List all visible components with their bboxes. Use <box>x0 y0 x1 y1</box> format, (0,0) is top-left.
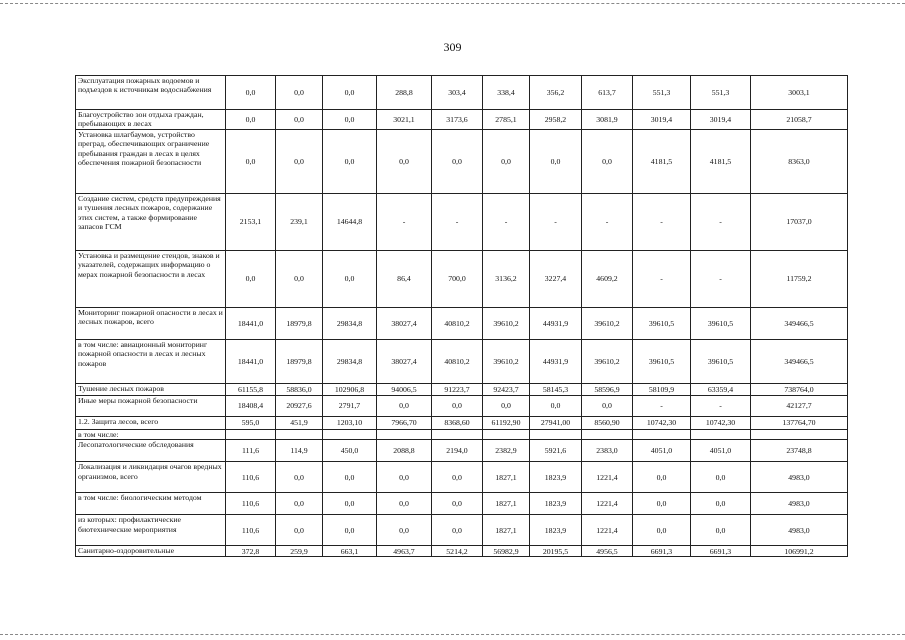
table-cell: 21058,7 <box>751 110 848 130</box>
table-cell: 3081,9 <box>582 110 633 130</box>
table-cell: 4983,0 <box>751 493 848 515</box>
table-row <box>76 76 848 110</box>
table-cell: 1221,4 <box>582 462 633 493</box>
table-cell: 6691,3 <box>691 546 751 557</box>
table-cell: 288,8 <box>377 76 432 110</box>
table-cell: 110,6 <box>226 515 276 546</box>
table-cell: 20195,5 <box>530 546 582 557</box>
table-cell: 551,3 <box>633 76 691 110</box>
table-cell: 0,0 <box>582 129 633 193</box>
table-cell: 0,0 <box>432 493 483 515</box>
table-cell: 44931,9 <box>530 307 582 339</box>
table-cell: - <box>530 193 582 250</box>
row-label: в том числе: <box>76 429 226 439</box>
table-cell <box>633 429 691 439</box>
table-cell: 20927,6 <box>276 395 323 416</box>
table-cell <box>483 429 530 439</box>
table-cell: 0,0 <box>377 493 432 515</box>
table-cell: - <box>633 193 691 250</box>
table-cell: 39610,5 <box>691 339 751 383</box>
row-label: Создание систем, средств предупреждения и тушения лесных пожаров, содержание этих систем, а также формирование запасов ГСМ <box>76 193 226 250</box>
table-cell <box>432 429 483 439</box>
table-cell: 2382,9 <box>483 440 530 462</box>
table-cell: 110,6 <box>226 462 276 493</box>
table-cell: 63359,4 <box>691 383 751 395</box>
bottom-edge-line <box>0 634 905 635</box>
table-row <box>76 462 848 493</box>
table-cell: 18979,8 <box>276 339 323 383</box>
row-label: Лесопатологические обследования <box>76 440 226 462</box>
table-cell: 2153,1 <box>226 193 276 250</box>
table-cell: 4963,7 <box>377 546 432 557</box>
table-cell: 595,0 <box>226 416 276 429</box>
table-cell: 10742,30 <box>633 416 691 429</box>
table-cell: 0,0 <box>483 129 530 193</box>
table-cell: 18979,8 <box>276 307 323 339</box>
row-label: Установка и размещение стендов, знаков и указателей, содержащих информацию о мерах пожарной безопасности в лесах <box>76 250 226 307</box>
table-cell: 2958,2 <box>530 110 582 130</box>
table-cell: 29834,8 <box>323 339 377 383</box>
row-label: Санитарно-оздоровительные <box>76 546 226 557</box>
table-cell: 58836,0 <box>276 383 323 395</box>
table-cell <box>276 429 323 439</box>
table-cell: 39610,2 <box>582 307 633 339</box>
table-cell: - <box>377 193 432 250</box>
table-cell: 0,0 <box>276 250 323 307</box>
table-cell: 0,0 <box>323 129 377 193</box>
table-cell: 0,0 <box>633 515 691 546</box>
table-row <box>76 515 848 546</box>
table-cell: 3227,4 <box>530 250 582 307</box>
table-cell: 1823,9 <box>530 493 582 515</box>
table-cell: 0,0 <box>276 76 323 110</box>
table-cell: 0,0 <box>691 515 751 546</box>
table-cell: 1203,10 <box>323 416 377 429</box>
table-cell: 39610,2 <box>483 307 530 339</box>
table-cell <box>582 429 633 439</box>
row-label: Локализация и ликвидация очагов вредных организмов, всего <box>76 462 226 493</box>
table-cell: 58109,9 <box>633 383 691 395</box>
table-cell: 18408,4 <box>226 395 276 416</box>
budget-table <box>75 75 848 557</box>
table-cell: 0,0 <box>377 395 432 416</box>
row-label: в том числе: биологическим методом <box>76 493 226 515</box>
table-cell: 2791,7 <box>323 395 377 416</box>
table-cell: 111,6 <box>226 440 276 462</box>
table-cell: 0,0 <box>633 493 691 515</box>
table-cell: 11759,2 <box>751 250 848 307</box>
table-cell: 2194,0 <box>432 440 483 462</box>
table-cell: - <box>633 395 691 416</box>
table-cell: - <box>633 250 691 307</box>
table-cell: 40810,2 <box>432 339 483 383</box>
row-label: Иные меры пожарной безопасности <box>76 395 226 416</box>
table-cell: 0,0 <box>323 76 377 110</box>
table-row <box>76 429 848 439</box>
table-cell: 303,4 <box>432 76 483 110</box>
table-cell <box>323 429 377 439</box>
table-cell: 0,0 <box>276 493 323 515</box>
table-cell: 0,0 <box>323 493 377 515</box>
table-cell: 27941,00 <box>530 416 582 429</box>
table-cell: 1827,1 <box>483 462 530 493</box>
table-cell: 94006,5 <box>377 383 432 395</box>
table-cell: 92423,7 <box>483 383 530 395</box>
table-cell: 39610,5 <box>691 307 751 339</box>
table-cell: 23748,8 <box>751 440 848 462</box>
table-row <box>76 395 848 416</box>
table-cell: 56982,9 <box>483 546 530 557</box>
table-cell: 663,1 <box>323 546 377 557</box>
table-row <box>76 440 848 462</box>
table-cell: 1221,4 <box>582 515 633 546</box>
table-cell: 0,0 <box>323 462 377 493</box>
table-cell: 349466,5 <box>751 339 848 383</box>
table-cell: 4609,2 <box>582 250 633 307</box>
table-cell: 2785,1 <box>483 110 530 130</box>
table-cell: 61192,90 <box>483 416 530 429</box>
table-cell: 372,8 <box>226 546 276 557</box>
table-cell: 1823,9 <box>530 462 582 493</box>
table-cell: - <box>691 193 751 250</box>
table-cell: 42127,7 <box>751 395 848 416</box>
table-cell: 0,0 <box>432 462 483 493</box>
table-cell: 2383,0 <box>582 440 633 462</box>
table-cell: 0,0 <box>226 76 276 110</box>
table-cell: 0,0 <box>691 493 751 515</box>
row-label: 1.2. Защита лесов, всего <box>76 416 226 429</box>
table-cell: 4181,5 <box>633 129 691 193</box>
table-row <box>76 307 848 339</box>
table-cell: 8368,60 <box>432 416 483 429</box>
table-cell: 0,0 <box>276 515 323 546</box>
table-cell: 1827,1 <box>483 515 530 546</box>
table-cell: 102906,8 <box>323 383 377 395</box>
row-label: Установка шлагбаумов, устройство преград, обеспечивающих ограничение пребывания граждан в лесах в целях обеспечения пожарной безопасности <box>76 129 226 193</box>
table-row <box>76 339 848 383</box>
table-cell <box>377 429 432 439</box>
table-cell: 3136,2 <box>483 250 530 307</box>
table-cell <box>691 429 751 439</box>
table-cell: 3019,4 <box>633 110 691 130</box>
table-cell: 738764,0 <box>751 383 848 395</box>
table-cell: 8363,0 <box>751 129 848 193</box>
table-cell: 0,0 <box>323 250 377 307</box>
row-label: Тушение лесных пожаров <box>76 383 226 395</box>
row-label: в том числе: авиационный мониторинг пожарной опасности в лесах и лесных пожаров <box>76 339 226 383</box>
table-cell: 1827,1 <box>483 493 530 515</box>
table-cell: 6691,3 <box>633 546 691 557</box>
table-row <box>76 383 848 395</box>
table-cell: 38027,4 <box>377 339 432 383</box>
table-cell: 0,0 <box>432 129 483 193</box>
table-cell: 114,9 <box>276 440 323 462</box>
table-cell: 7966,70 <box>377 416 432 429</box>
table-cell: 3003,1 <box>751 76 848 110</box>
table-cell: - <box>691 395 751 416</box>
table-cell: 18441,0 <box>226 339 276 383</box>
table-cell: 0,0 <box>483 395 530 416</box>
table-cell: 0,0 <box>226 250 276 307</box>
row-label: Эксплуатация пожарных водоемов и подъездов к источникам водоснабжения <box>76 76 226 110</box>
table-cell: 450,0 <box>323 440 377 462</box>
table-cell: 110,6 <box>226 493 276 515</box>
table-cell: 338,4 <box>483 76 530 110</box>
table-cell: 0,0 <box>530 395 582 416</box>
table-cell: 1823,9 <box>530 515 582 546</box>
table-row <box>76 250 848 307</box>
table-cell: 40810,2 <box>432 307 483 339</box>
row-label: из которых: профилактические биотехнические мероприятия <box>76 515 226 546</box>
table-cell: 0,0 <box>226 110 276 130</box>
table-cell: 0,0 <box>377 129 432 193</box>
table-cell: - <box>432 193 483 250</box>
table-cell: 0,0 <box>377 515 432 546</box>
table-cell: 0,0 <box>432 395 483 416</box>
table-cell: 4181,5 <box>691 129 751 193</box>
table-cell: 5214,2 <box>432 546 483 557</box>
table-row <box>76 493 848 515</box>
table-row <box>76 129 848 193</box>
row-label: Благоустройство зон отдыха граждан, пребывающих в лесах <box>76 110 226 130</box>
row-label: Мониторинг пожарной опасности в лесах и лесных пожаров, всего <box>76 307 226 339</box>
table-cell: 0,0 <box>323 110 377 130</box>
table-cell: - <box>483 193 530 250</box>
table-cell: 613,7 <box>582 76 633 110</box>
table-cell <box>530 429 582 439</box>
table-cell: 4051,0 <box>691 440 751 462</box>
table-cell: 2088,8 <box>377 440 432 462</box>
page-number: 309 <box>443 40 462 54</box>
table-cell: 8560,90 <box>582 416 633 429</box>
table-cell <box>226 429 276 439</box>
table-cell: 0,0 <box>432 515 483 546</box>
table-cell: 0,0 <box>582 395 633 416</box>
table-cell: 356,2 <box>530 76 582 110</box>
table-cell: 14644,8 <box>323 193 377 250</box>
table-cell: 3019,4 <box>691 110 751 130</box>
table-cell: 39610,5 <box>633 307 691 339</box>
table-cell: 0,0 <box>276 110 323 130</box>
table-cell: 4983,0 <box>751 462 848 493</box>
table-cell: 10742,30 <box>691 416 751 429</box>
table-cell: 0,0 <box>377 462 432 493</box>
table-cell: 61155,8 <box>226 383 276 395</box>
table-cell: 551,3 <box>691 76 751 110</box>
table-cell: 39610,2 <box>483 339 530 383</box>
table-cell: 58145,3 <box>530 383 582 395</box>
table-cell: 39610,2 <box>582 339 633 383</box>
table-cell: 0,0 <box>276 462 323 493</box>
table-cell: 700,0 <box>432 250 483 307</box>
table-row <box>76 546 848 557</box>
table-cell: 0,0 <box>633 462 691 493</box>
table-cell <box>751 429 848 439</box>
table-cell: 29834,8 <box>323 307 377 339</box>
table-cell: 106991,2 <box>751 546 848 557</box>
table-cell: 44931,9 <box>530 339 582 383</box>
table-cell: 18441,0 <box>226 307 276 339</box>
top-edge-line <box>0 3 905 4</box>
table-cell: 4051,0 <box>633 440 691 462</box>
table-cell: 3021,1 <box>377 110 432 130</box>
table-cell: - <box>691 250 751 307</box>
table-cell: 137764,70 <box>751 416 848 429</box>
table-cell: 38027,4 <box>377 307 432 339</box>
table-cell: - <box>582 193 633 250</box>
table-cell: 0,0 <box>276 129 323 193</box>
table-cell: 1221,4 <box>582 493 633 515</box>
table-cell: 58596,9 <box>582 383 633 395</box>
table-cell: 91223,7 <box>432 383 483 395</box>
table-cell: 259,9 <box>276 546 323 557</box>
table-cell: 4983,0 <box>751 515 848 546</box>
table-cell: 86,4 <box>377 250 432 307</box>
table-row <box>76 416 848 429</box>
table-cell: 5921,6 <box>530 440 582 462</box>
table-cell: 349466,5 <box>751 307 848 339</box>
table-cell: 0,0 <box>226 129 276 193</box>
table-cell: 4956,5 <box>582 546 633 557</box>
table-row <box>76 193 848 250</box>
table-cell: 0,0 <box>691 462 751 493</box>
table-cell: 17037,0 <box>751 193 848 250</box>
table-cell: 0,0 <box>530 129 582 193</box>
table-cell: 3173,6 <box>432 110 483 130</box>
table-cell: 451,9 <box>276 416 323 429</box>
table-cell: 239,1 <box>276 193 323 250</box>
table-row <box>76 110 848 130</box>
table-cell: 39610,5 <box>633 339 691 383</box>
table-cell: 0,0 <box>323 515 377 546</box>
